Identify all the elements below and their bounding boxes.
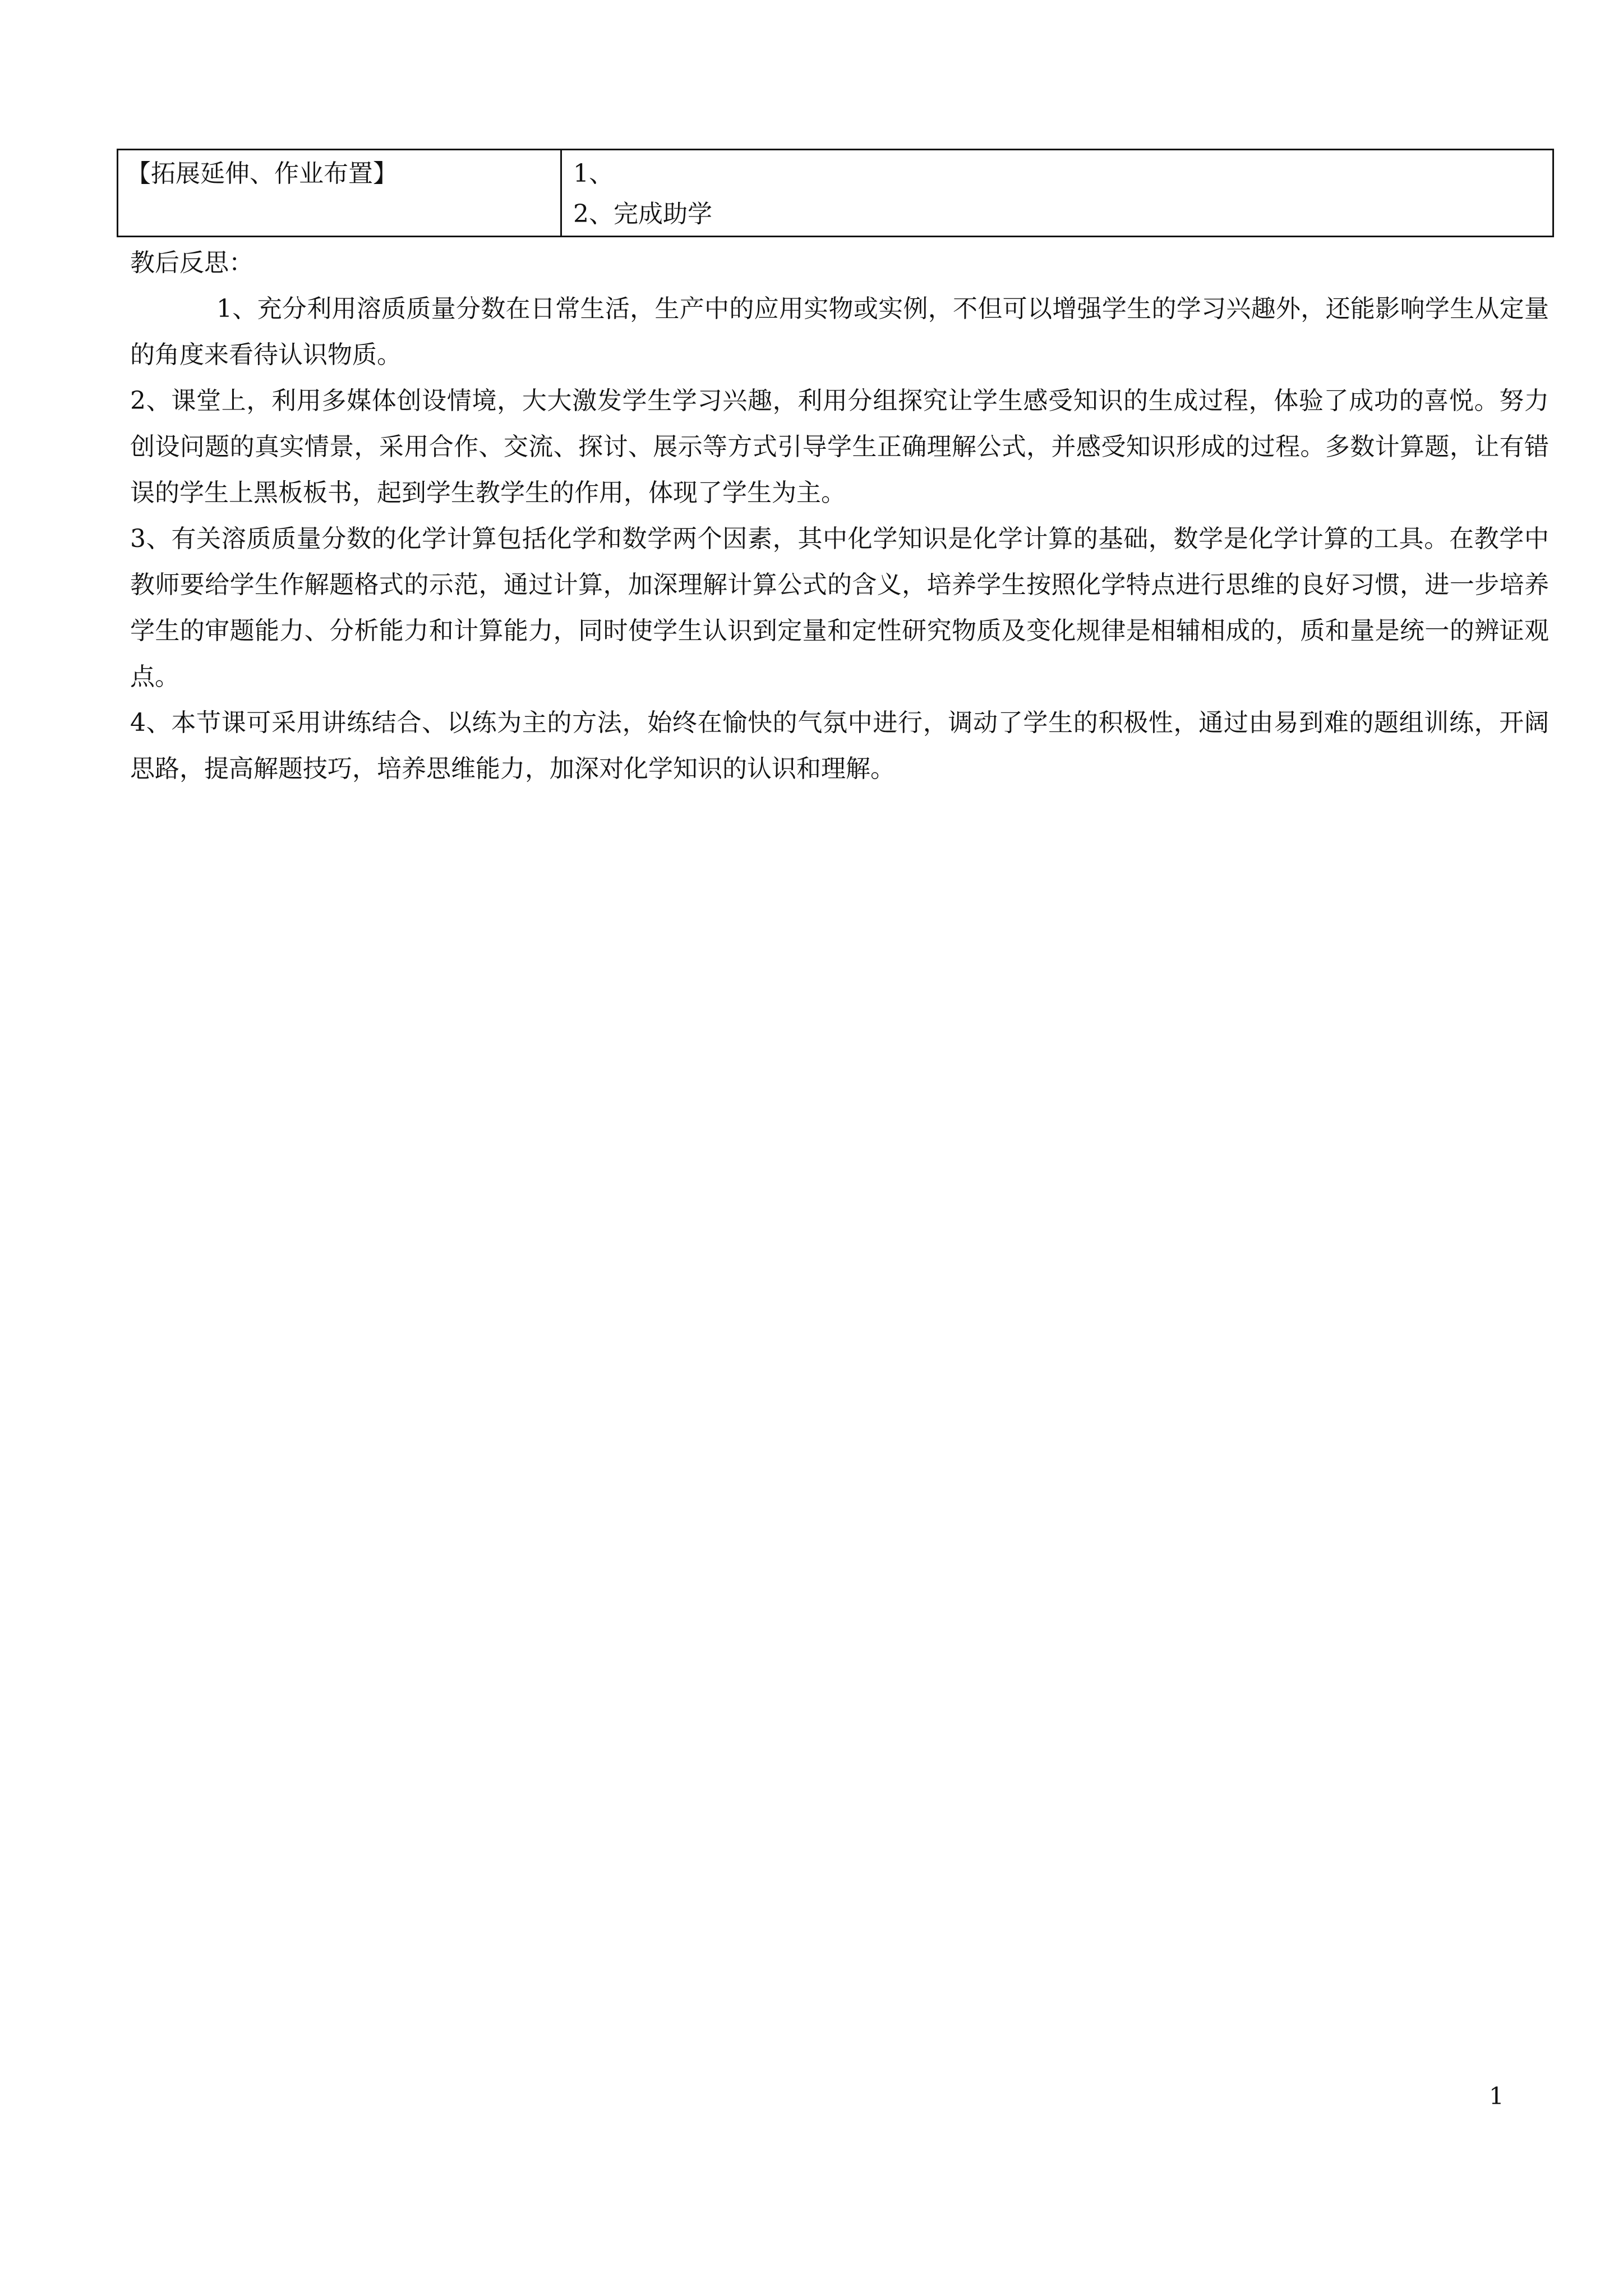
page-number: 1: [1489, 2082, 1504, 2110]
assignment-row: [118, 150, 1553, 237]
assignment-label-cell: [118, 150, 561, 237]
reflection-paragraph-4: 4、本节课可采用讲练结合、以练为主的方法，始终在愉快的气氛中进行，调动了学生的积极性，通过由易到难的题组训练，开阔思路，提高解题技巧，培养思维能力，加深对化学知识的认识和理解。: [130, 708, 1549, 783]
reflection-paragraph-3: 3、有关溶质质量分数的化学计算包括化学和数学两个因素，其中化学知识是化学计算的基础，数学是化学计算的工具。在教学中教师要给学生作解题格式的示范，通过计算，加深理解计算公式的含义，培养学生按照化学特点进行思维的良好习惯，进一步培养学生的审题能力、分析能力和计算能力，同时使学生认识到定量和定性研究物质及变化规律是相辅相成的，质和量是统一的辨证观点。: [130, 524, 1549, 691]
reflection-paragraph-2: 2、课堂上，利用多媒体创设情境，大大激发学生学习兴趣，利用分组探究让学生感受知识的生成过程，体验了成功的喜悦。努力创设问题的真实情景，采用合作、交流、探讨、展示等方式引导学生正确理解公式，并感受知识形成的过程。多数计算题，让有错误的学生上黑板板书，起到学生教学生的作用，体现了学生为主。: [130, 386, 1549, 507]
assignment-item-1: 1、: [573, 159, 614, 188]
reflection-heading: 教后反思：: [130, 249, 253, 277]
reflection-section: [130, 240, 1549, 792]
reflection-paragraph-1: 1、充分利用溶质质量分数在日常生活，生产中的应用实物或实例，不但可以增强学生的学习兴趣外，还能影响学生从定量的角度来看待认识物质。: [130, 295, 1549, 369]
assignment-item-2: 2、完成助学: [573, 200, 712, 228]
assignment-content-cell: [561, 150, 1553, 237]
assignment-table: [117, 149, 1554, 237]
assignment-label: 【拓展延伸、作业布置】: [126, 159, 398, 188]
